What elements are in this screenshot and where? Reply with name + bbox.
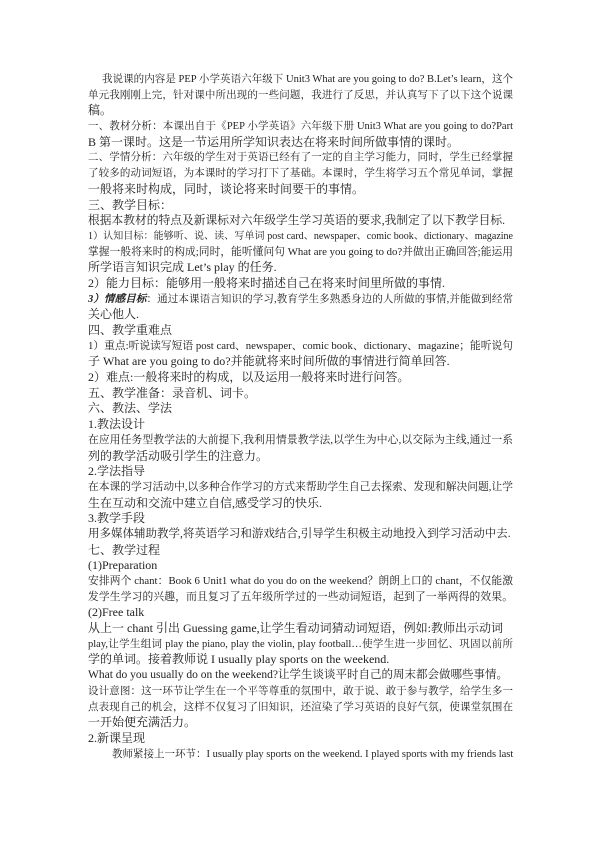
text-line [88,135,513,151]
line-text: 2.新课呈现 [88,730,146,745]
text-line [88,511,513,527]
line-text: 子 What are you going to do?并能就将来时间所做的事情进行简单回答. [88,354,450,369]
line-text: 关心他人. [88,307,140,322]
text-line [88,276,513,292]
text-line [88,605,513,621]
text-line [88,464,513,480]
text-line [88,386,513,402]
text-line [88,88,513,104]
line-text: 3.教学手段 [88,511,146,526]
line-text: 点表现自己的机会，这样不仅复习了旧知识，还渲染了学习英语的良好气氛，使课堂氛围在 [88,701,513,713]
text-line [88,684,513,700]
text-line [88,715,513,731]
text-line [88,307,513,323]
text-line [88,370,513,386]
line-text: What do you usually do on the weekend?让学生谈谈平时自己的周末都会做哪些事情。 [88,669,509,682]
text-line [88,747,513,763]
text-line [88,527,513,543]
line-text: 2）能力目标：能够用一般将来时描述自己在将来时间里所做的事情. [88,275,446,290]
line-text: 一般将来时构成，同时，谈论将来时间要干的事情。 [88,181,365,196]
line-text: 2.学法指导 [88,464,146,479]
line-text: 单元我刚刚上完，针对课中所出现的一些问题，我进行了反思，并认真写下了以下这个说课 [88,89,513,101]
text-line [88,574,513,590]
text-line [88,182,513,198]
line-text: B 第一课时。这是一节运用所学知识表达在将来时间所做事情的课时。 [88,134,460,149]
document-body [88,72,513,762]
text-line [88,590,513,606]
line-text: 安排两个 chant：Book 6 Unit1 what do you do on the weekend？朗朗上口的 chant，不仅能激 [88,575,513,587]
line-text: 六、教法、学法 [88,401,173,416]
text-line [88,401,513,417]
line-text: 五、教学准备：录音机、词卡。 [88,385,257,400]
text-line [88,621,513,637]
text-line [88,245,513,261]
line-text: 在本课的学习活动中,以多种合作学习的方式来帮助学生自己去探索、发现和解决问题,让学 [88,480,513,493]
line-text: 学的单词。接着教师说 I usually play sports on the weekend. [88,652,390,667]
text-line [88,354,513,370]
text-line [88,72,513,88]
line-text: 1）重点:听说读写短语 post card、newspaper、comic book、dictionary、magazine；能听说句 [88,339,513,352]
line-text: 了较多的动词短语，为本课时的学习打下了基础。本课时，学生将学习五个常见单词，掌握 [88,168,513,180]
line-text: 1.教法设计 [88,417,146,432]
line-text: 教师紧接上一环节：I usually play sports on the weekend. I played sports with my friends last [112,748,514,760]
line-text: ：通过本课语言知识的学习,教育学生多熟悉身边的人所做的事情,并能做到经常 [146,293,514,305]
line-text: 用多媒体辅助教学,将英语学习和游戏结合,引导学生积极主动地投入到学习活动中去. [88,527,511,540]
text-line [88,637,513,653]
text-line [88,417,513,433]
text-line [88,480,513,496]
line-text: (1)Preparation [88,558,158,573]
line-text: 在应用任务型教学法的大前提下,我利用情景教学法,以学生为中心,以交际为主线,通过一系 [88,433,513,446]
text-line [88,433,513,449]
line-text: 三、教学目标： [88,197,173,212]
text-line [88,323,513,339]
text-line [88,668,513,684]
text-line [88,449,513,465]
line-text: 七、教学过程 [88,542,161,557]
line-text: 稿。 [88,103,113,118]
line-text: 1）认知目标：能够听、说、读、写单词 post card、newspaper、comic book、dictionary、magazine [88,230,513,242]
line-prefix: 3）情感目标 [88,293,147,305]
line-text: 根据本教材的特点及新课标对六年级学生学习英语的要求,我制定了以下教学目标. [88,214,506,228]
line-text: (2)Free talk [88,605,145,620]
text-line [88,496,513,512]
text-line [88,558,513,574]
text-line [88,543,513,559]
text-line [88,339,513,355]
line-text: 所学语言知识完成 Let’s play 的任务. [88,260,277,275]
text-line [88,652,513,668]
line-text: 二、学情分析：六年级的学生对于英语已经有了一定的自主学习能力，同时，学生已经掌握 [88,152,513,164]
text-line [88,260,513,276]
text-line [88,229,513,245]
text-line [88,198,513,214]
line-text: 一、教材分析：本课出自于《PEP 小学英语》六年级下册 Unit3 What are you going to do?Part [88,121,513,133]
text-line [88,731,513,747]
line-text: 生在互动和交流中建立自信,感受学习的快乐. [88,495,323,510]
text-line [88,119,513,135]
line-text: play,让学生组词 play the piano, play the violin, play football…使学生进一步回忆、巩固以前所 [88,638,513,650]
line-text: 发学生学习的兴趣，而且复习了五年级所学过的一些动词短语，起到了一举两得的效果。 [88,590,513,603]
line-text: 四、教学重难点 [88,323,173,337]
line-text: 2）难点:一般将来时的构成，以及运用一般将来时进行问答。 [88,370,410,385]
line-text: 掌握一般将来时的构成;同时，能听懂问句 What are you going to do?并做出正确回答;能运用 [88,245,513,258]
line-text: 列的教学活动吸引学生的注意力。 [88,448,269,463]
line-text: 设计意图：这一环节让学生在一个平等尊重的氛围中，敢于说、敢于参与教学，给学生多一 [88,685,513,697]
text-line [88,103,513,119]
text-line [88,150,513,166]
line-text: 从上一 chant 引出 Guessing game,让学生看动词猜动词短语，例如:教师出示动词 [88,621,503,636]
text-line [88,213,513,229]
text-line [88,700,513,716]
line-text: 我说课的内容是 PEP 小学英语六年级下 Unit3 What are you going to do? B.Let’s learn，这个 [102,74,513,85]
line-text: 一开始便充满活力。 [88,715,197,730]
text-line [88,166,513,182]
text-line [88,292,513,308]
